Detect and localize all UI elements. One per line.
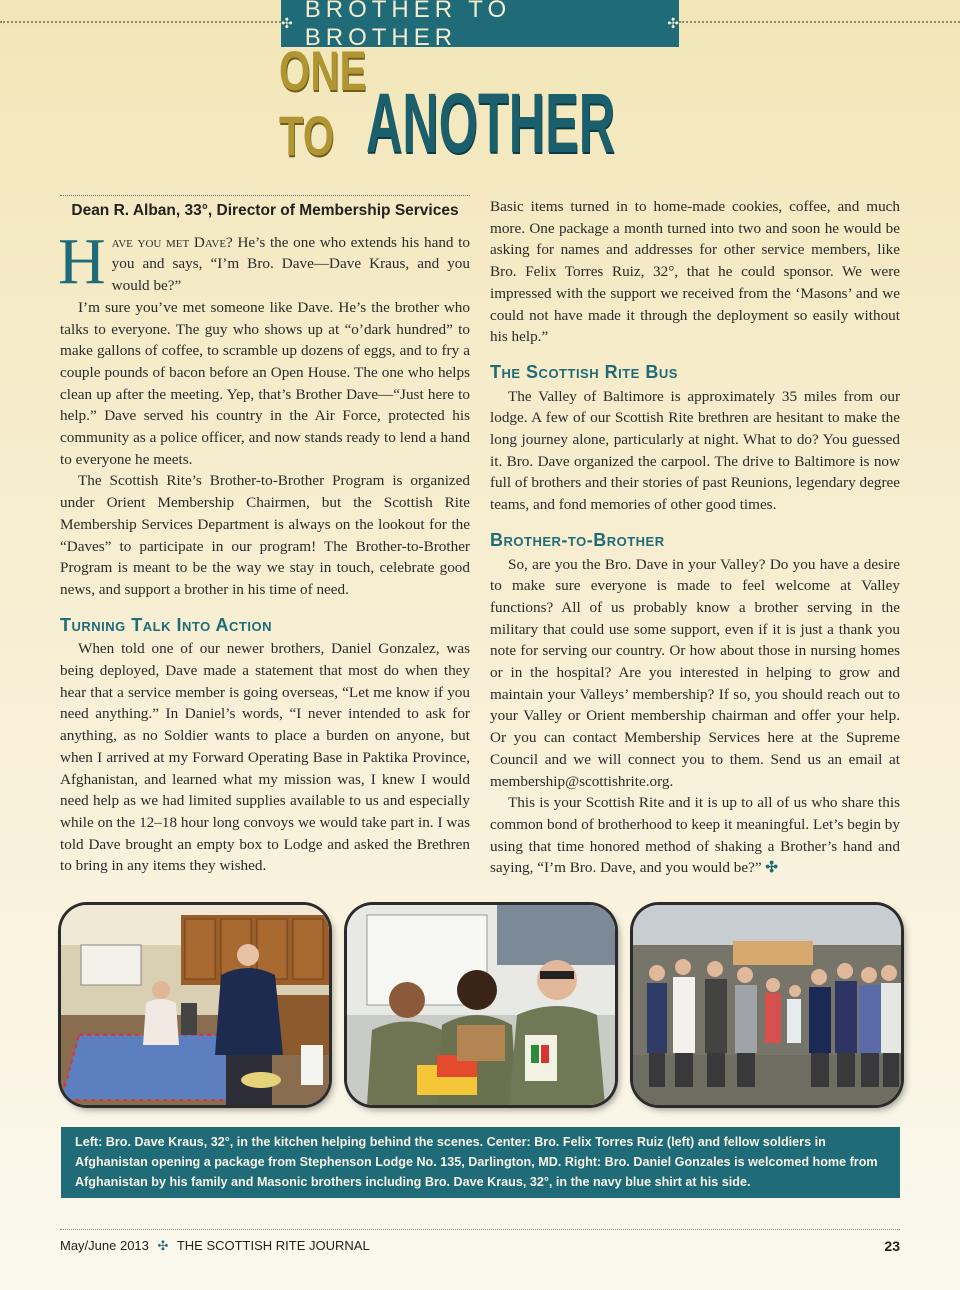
paragraph: The Valley of Baltimore is approximately 35 miles from our lodge. A few of our Scottish Rite brethren are hesitant to make the long journey alone, particularly at night. What to do? You guessed it. Bro. Dave organized the carpool. The drive to Baltimore is now full of brothers and their stories of past Reunions, legendary degree teams, and fond memories of other good times.	[490, 387, 900, 514]
paragraph	[58, 224, 470, 298]
paragraph: Basic items turned in to home-made cookies, coffee, and much more. One package a month turned into two and soon he would be asking for names and addresses for other service members, like Bro. Felix Torres Ruiz, 32°, that he could sponsor. We were impressed with the support we received from the ‘Masons’ and we could not have made it through the deployment so easily without his help.”	[490, 198, 900, 346]
paragraph-text: He’s the one who extends his hand to you and says, “I’m Bro. Dave—Dave Kraus, and you would be?”	[111, 233, 470, 295]
title-part-two: ANOTHER	[366, 76, 616, 170]
kitchen-image	[61, 905, 329, 1105]
end-mark-icon: ✣	[765, 859, 779, 877]
right-column	[490, 196, 900, 879]
subheading: The Scottish Rite Bus	[490, 361, 678, 382]
photo-soldiers	[347, 905, 615, 1105]
paragraph-text: This is your Scottish Rite and it is up to all of us who share this common bond of brotherhood to keep it meaningful. Let’s begin by using that time honored method of shaking a Brother’s hand and saying, “I’m Bro. Dave, and you would be?”	[490, 794, 900, 877]
photo-kitchen	[61, 905, 329, 1105]
footer-rule	[60, 1229, 900, 1230]
byline: Dean R. Alban, 33°, Director of Membership Services	[71, 202, 459, 219]
ornament-icon: ✣	[281, 15, 293, 31]
paragraph	[490, 792, 900, 879]
left-column	[60, 195, 470, 877]
drop-cap: H	[58, 224, 106, 298]
ornament-icon: ✣	[667, 15, 679, 31]
top-rule-right	[679, 21, 960, 23]
top-rule-left	[0, 21, 281, 23]
photo-group	[633, 905, 901, 1105]
page-number: 23	[884, 1238, 900, 1254]
issue-date: May/June 2013	[60, 1238, 149, 1253]
article-title	[279, 39, 679, 172]
banner-title: BROTHER TO BROTHER	[304, 0, 512, 51]
soldiers-image	[347, 905, 615, 1105]
subheading: Turning Talk Into Action	[60, 614, 272, 635]
group-image	[633, 905, 901, 1105]
paragraph: When told one of our newer brothers, Daniel Gonzalez, was being deployed, Dave made a statement that most do when they hear that a service member is going overseas, “Let me know if you need anything.” In Daniel’s words, “I never intended to ask for anything, as no Soldier wants to place a burden on anyone, but when I arrived at my Forward Operating Base in Paktika Province, Afghanistan, and learned what my mission was, I knew I would need help as we had limited supplies available to us and especially while on the 12–18 hour long convoys we would take part in. I was told Dave brought an empty box to Lodge and asked the Brethren to bring in any items they wished.	[60, 640, 470, 875]
paragraph: I’m sure you’ve met someone like Dave. He’s the brother who talks to everyone. The guy who shows up at “o’dark hundred” to make gallons of coffee, to scramble up dozens of eggs, and to fry a couple pounds of bacon before an Open House. The one who helps clean up after the meeting. Yep, that’s Brother Dave—“Just here to help.” Dave served his country in the Air Force, protected his community as a police officer, and now stands ready to lend a hand to everyone he meets.	[60, 298, 470, 468]
paragraph: So, are you the Bro. Dave in your Valley? Do you have a desire to make sure everyone is made to feel welcome at Valley functions? All of us probably know a brother serving in the military that could use some support, even if it is just a thank you note for serving our country. Or how about those in nursing homes or in the hospital? Are you interested in helping to grow and maintain your Valleys’ membership? If so, you should reach out to your Valley or Orient membership chairman and offer your help. Or you can contact Membership Services here at the Supreme Council and we will connect you to them. Send us an email at membership@scottishrite.org.	[490, 555, 900, 790]
lead-in: ave you met Dave?	[111, 233, 233, 251]
byline-rule	[60, 195, 470, 222]
subheading: Brother-to-Brother	[490, 529, 665, 550]
cross-icon: ✣	[157, 1238, 169, 1253]
title-part-one: ONE TO	[279, 39, 367, 167]
footer-left	[60, 1238, 370, 1254]
photo-caption: Left: Bro. Dave Kraus, 32°, in the kitchen helping behind the scenes. Center: Bro. Felix Torres Ruiz (left) and fellow soldiers in Afghanistan opening a package from Stephenson Lodge No. 135, Darlington, MD. Right: Bro. Daniel Gonzales is welcomed home from Afghanistan by his family and Masonic brothers including Bro. Dave Kraus, 32°, in the navy blue shirt at his side.	[61, 1127, 900, 1198]
paragraph: The Scottish Rite’s Brother-to-Brother Program is organized under Orient Membership Chairmen, but the Scottish Rite Membership Services Department is always on the lookout for the “Daves” to participate in our program! The Brother-to-Brother Program is meant to be the way we stay in touch, celebrate good news, and support a brother in his time of need.	[60, 472, 470, 598]
page-footer	[60, 1238, 900, 1254]
journal-name: THE SCOTTISH RITE JOURNAL	[176, 1238, 370, 1253]
